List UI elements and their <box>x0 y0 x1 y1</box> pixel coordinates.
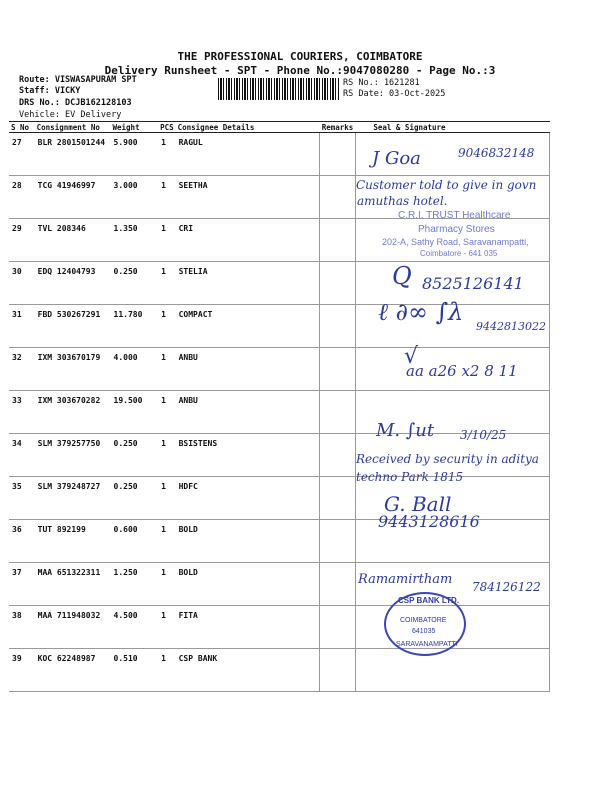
note-28a: Customer told to give in govn <box>356 178 537 192</box>
table-row: 27 BLR 2801501244 5.900 1 RAGUL <box>9 133 550 176</box>
signature-31: ℓ ∂∞ ∫λ <box>378 298 464 326</box>
phone-32: 9442813022 <box>476 320 546 333</box>
col-consignment: Consignment No <box>35 122 111 133</box>
table-row: 31 FBD 530267291 11.780 1 COMPACT <box>9 305 550 348</box>
runsheet-subtitle: Delivery Runsheet - SPT - Phone No.:9047080280 - Page No.:3 <box>104 64 496 77</box>
signature-32: √ <box>404 344 419 369</box>
signature-36: G. Ball <box>384 492 452 516</box>
cri-stamp-line1: C.R.I. TRUST Healthcare <box>398 210 511 221</box>
table-header <box>9 122 550 133</box>
drs-number: DRS No.: DCJB162128103 <box>19 98 132 108</box>
table-row: 34 SLM 379257750 0.250 1 BSISTENS <box>9 434 550 477</box>
csp-seal-line1: CSP BANK LTD. <box>398 596 460 605</box>
table-row: 36 TUT 892199 0.600 1 BOLD <box>9 520 550 563</box>
col-weight: Weight <box>111 122 159 133</box>
col-sign: Seal & Signature <box>355 122 549 133</box>
barcode <box>218 78 340 100</box>
table-row: 28 TCG 41946997 3.000 1 SEETHA <box>9 176 550 219</box>
phone-37: 9443128616 <box>378 512 480 531</box>
csp-seal-line4: SARAVANAMPATTI <box>396 641 458 648</box>
runsheet-table <box>9 121 550 692</box>
col-sno: S No <box>9 122 35 133</box>
phone-38: 784126122 <box>472 580 541 594</box>
table-row: 39 KOC 62248987 0.510 1 CSP BANK <box>9 649 550 692</box>
csp-seal-line2: COIMBATORE <box>400 617 447 624</box>
phone-30: 8525126141 <box>422 274 524 293</box>
note-35a: Received by security in aditya <box>356 452 539 466</box>
table-row: 29 TVL 208346 1.350 1 CRI <box>9 219 550 262</box>
signature-30: Q <box>392 262 412 290</box>
company-title: THE PROFESSIONAL COURIERS, COIMBATORE <box>177 50 423 63</box>
cri-stamp-line4: Coimbatore - 641 035 <box>420 249 498 258</box>
date-34: 3/10/25 <box>460 428 507 442</box>
cri-stamp-line3: 202-A, Sathy Road, Saravanampatti, <box>382 237 529 247</box>
rs-number: RS No.: 1621281 <box>343 78 420 88</box>
note-28b: amuthas hotel. <box>357 194 448 208</box>
note-35b: techno Park 1815 <box>356 470 464 484</box>
signature-27: J Goa <box>372 148 421 169</box>
table-row: 33 IXM 303670282 19.500 1 ANBU <box>9 391 550 434</box>
staff: Staff: VICKY <box>19 86 81 96</box>
name-38: Ramamirtham <box>358 572 453 587</box>
table-row: 37 MAA 651322311 1.250 1 BOLD <box>9 563 550 606</box>
phone-33: aa a26 x2 8 11 <box>406 362 518 380</box>
phone-27: 9046832148 <box>458 146 535 160</box>
table-row: 38 MAA 711948032 4.500 1 FITA <box>9 606 550 649</box>
rs-date: RS Date: 03-Oct-2025 <box>343 89 446 99</box>
vehicle: Vehicle: EV Delivery <box>19 110 122 120</box>
table-row: 30 EDQ 12404793 0.250 1 STELIA <box>9 262 550 305</box>
cri-stamp-line2: Pharmacy Stores <box>418 224 495 235</box>
col-remarks: Remarks <box>321 122 354 132</box>
table-row: 32 IXM 303670179 4.000 1 ANBU <box>9 348 550 391</box>
col-consignee: Consignee Details <box>176 122 320 133</box>
signature-34: M. ∫ut <box>376 420 435 441</box>
route: Route: VISWASAPURAM SPT <box>19 75 137 85</box>
csp-seal-line3: 641035 <box>412 628 436 635</box>
table-row: 35 SLM 379248727 0.250 1 HDFC <box>9 477 550 520</box>
col-pcs: PCS <box>160 122 174 132</box>
